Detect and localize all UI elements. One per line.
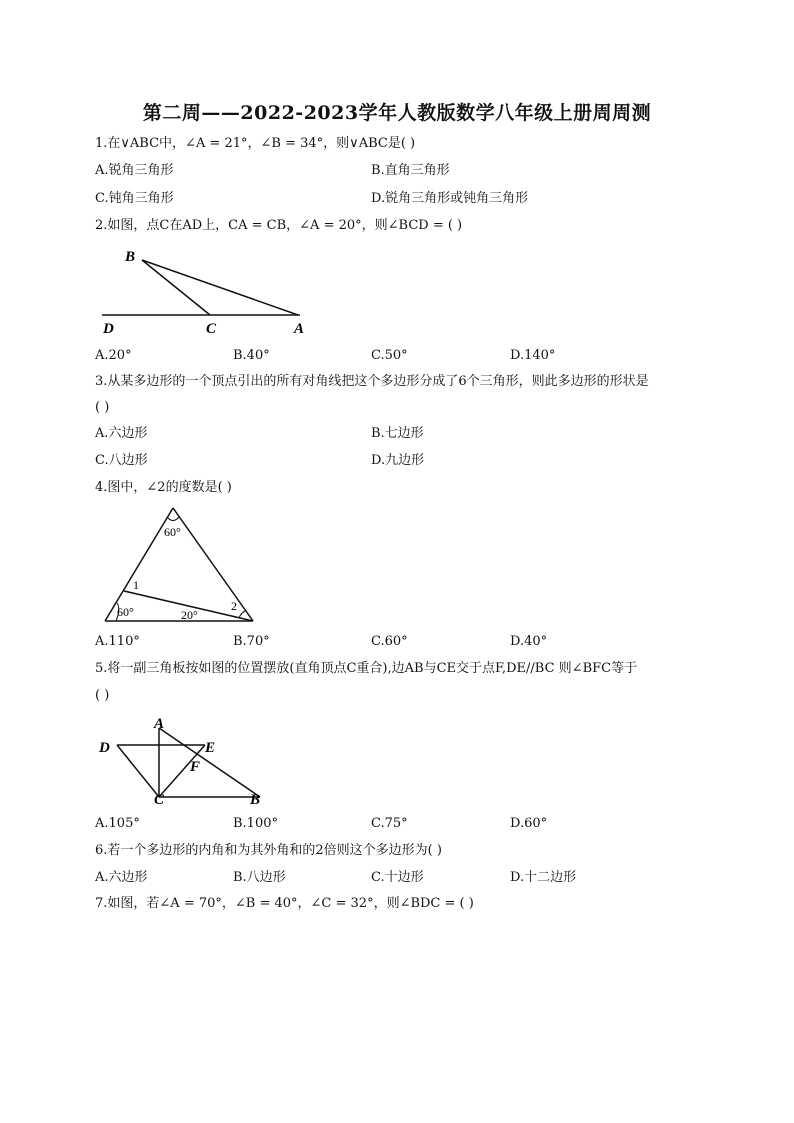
segment-ab — [159, 728, 260, 797]
question-3-option-c: C.八边形 — [95, 453, 148, 468]
question-6-option-a: A.六边形 — [95, 870, 148, 885]
question-4-option-d: D.40° — [510, 634, 548, 649]
label-angle-1: 1 — [133, 578, 139, 592]
top-angle-arc — [167, 517, 179, 521]
label-a: A — [294, 321, 305, 337]
question-3-option-b: B.七边形 — [371, 426, 424, 441]
question-5-stem: 5.将一副三角板按如图的位置摆放(直角顶点C重合),边AB与CE交于点F,DE//BC 则∠BFC等于 — [95, 661, 638, 676]
question-5-stem-cont: ( ) — [95, 688, 110, 703]
question-5-option-c: C.75° — [371, 816, 408, 831]
question-6-option-d: D.十二边形 — [510, 870, 577, 885]
label-e: E — [205, 740, 216, 756]
question-4-option-b: B.70° — [233, 634, 270, 649]
question-2-option-b: B.40° — [233, 348, 270, 363]
question-7-stem: 7.如图，若∠A = 70°，∠B = 40°，∠C = 32°，则∠BDC = ( ) — [95, 896, 474, 911]
segment-bc — [142, 260, 210, 315]
question-5-option-b: B.100° — [233, 816, 278, 831]
question-2-option-d: D.140° — [510, 348, 556, 363]
question-3-option-d: D.九边形 — [371, 453, 425, 468]
question-1-option-d: D.锐角三角形或钝角三角形 — [371, 191, 529, 206]
label-angle-2: 2 — [231, 599, 237, 613]
question-5-option-d: D.60° — [510, 816, 548, 831]
question-6-stem: 6.若一个多边形的内角和为其外角和的2倍则这个多边形为( ) — [95, 843, 442, 858]
segment-dc — [117, 745, 159, 797]
label-d: D — [99, 740, 110, 756]
question-3-option-a: A.六边形 — [95, 426, 148, 441]
label-b: B — [250, 792, 261, 808]
label-c: C — [206, 321, 217, 337]
question-2-option-a: A.20° — [95, 348, 132, 363]
question-1-option-b: B.直角三角形 — [371, 163, 450, 178]
angle-2-arc — [239, 611, 245, 618]
question-6-option-b: B.八边形 — [233, 870, 286, 885]
question-6-option-c: C.十边形 — [371, 870, 424, 885]
label-f: F — [190, 759, 201, 775]
segment-ba — [142, 260, 298, 315]
question-2-figure — [95, 240, 315, 340]
label-b: B — [125, 249, 136, 265]
label-20: 20° — [181, 608, 198, 622]
side-right — [173, 508, 253, 621]
question-5-option-a: A.105° — [95, 816, 140, 831]
label-top-60: 60° — [164, 525, 181, 539]
question-1-option-a: A.锐角三角形 — [95, 163, 174, 178]
question-1-stem: 1.在∨ABC中，∠A = 21°，∠B = 34°，则∨ABC是( ) — [95, 136, 416, 151]
page-title: 第二周——2022-2023学年人教版数学八年级上册周周测 — [142, 102, 652, 124]
question-4-option-a: A.110° — [95, 634, 140, 649]
question-4-option-c: C.60° — [371, 634, 408, 649]
question-3-stem-cont: ( ) — [95, 400, 110, 415]
question-4-figure — [95, 500, 265, 630]
label-a: A — [154, 716, 165, 732]
side-left — [105, 508, 173, 621]
question-2-stem: 2.如图，点C在AD上，CA = CB，∠A = 20°，则∠BCD = ( ) — [95, 218, 463, 233]
label-d: D — [103, 321, 114, 337]
question-3-stem: 3.从某多边形的一个顶点引出的所有对角线把这个多边形分成了6个三角形，则此多边形的形状是 — [95, 374, 649, 389]
question-4-stem: 4.图中，∠2的度数是( ) — [95, 480, 232, 495]
label-c: C — [154, 792, 165, 808]
question-2-option-c: C.50° — [371, 348, 408, 363]
question-5-figure — [95, 710, 275, 810]
label-bottom-60: 60° — [117, 605, 134, 619]
question-1-option-c: C.钝角三角形 — [95, 191, 174, 206]
